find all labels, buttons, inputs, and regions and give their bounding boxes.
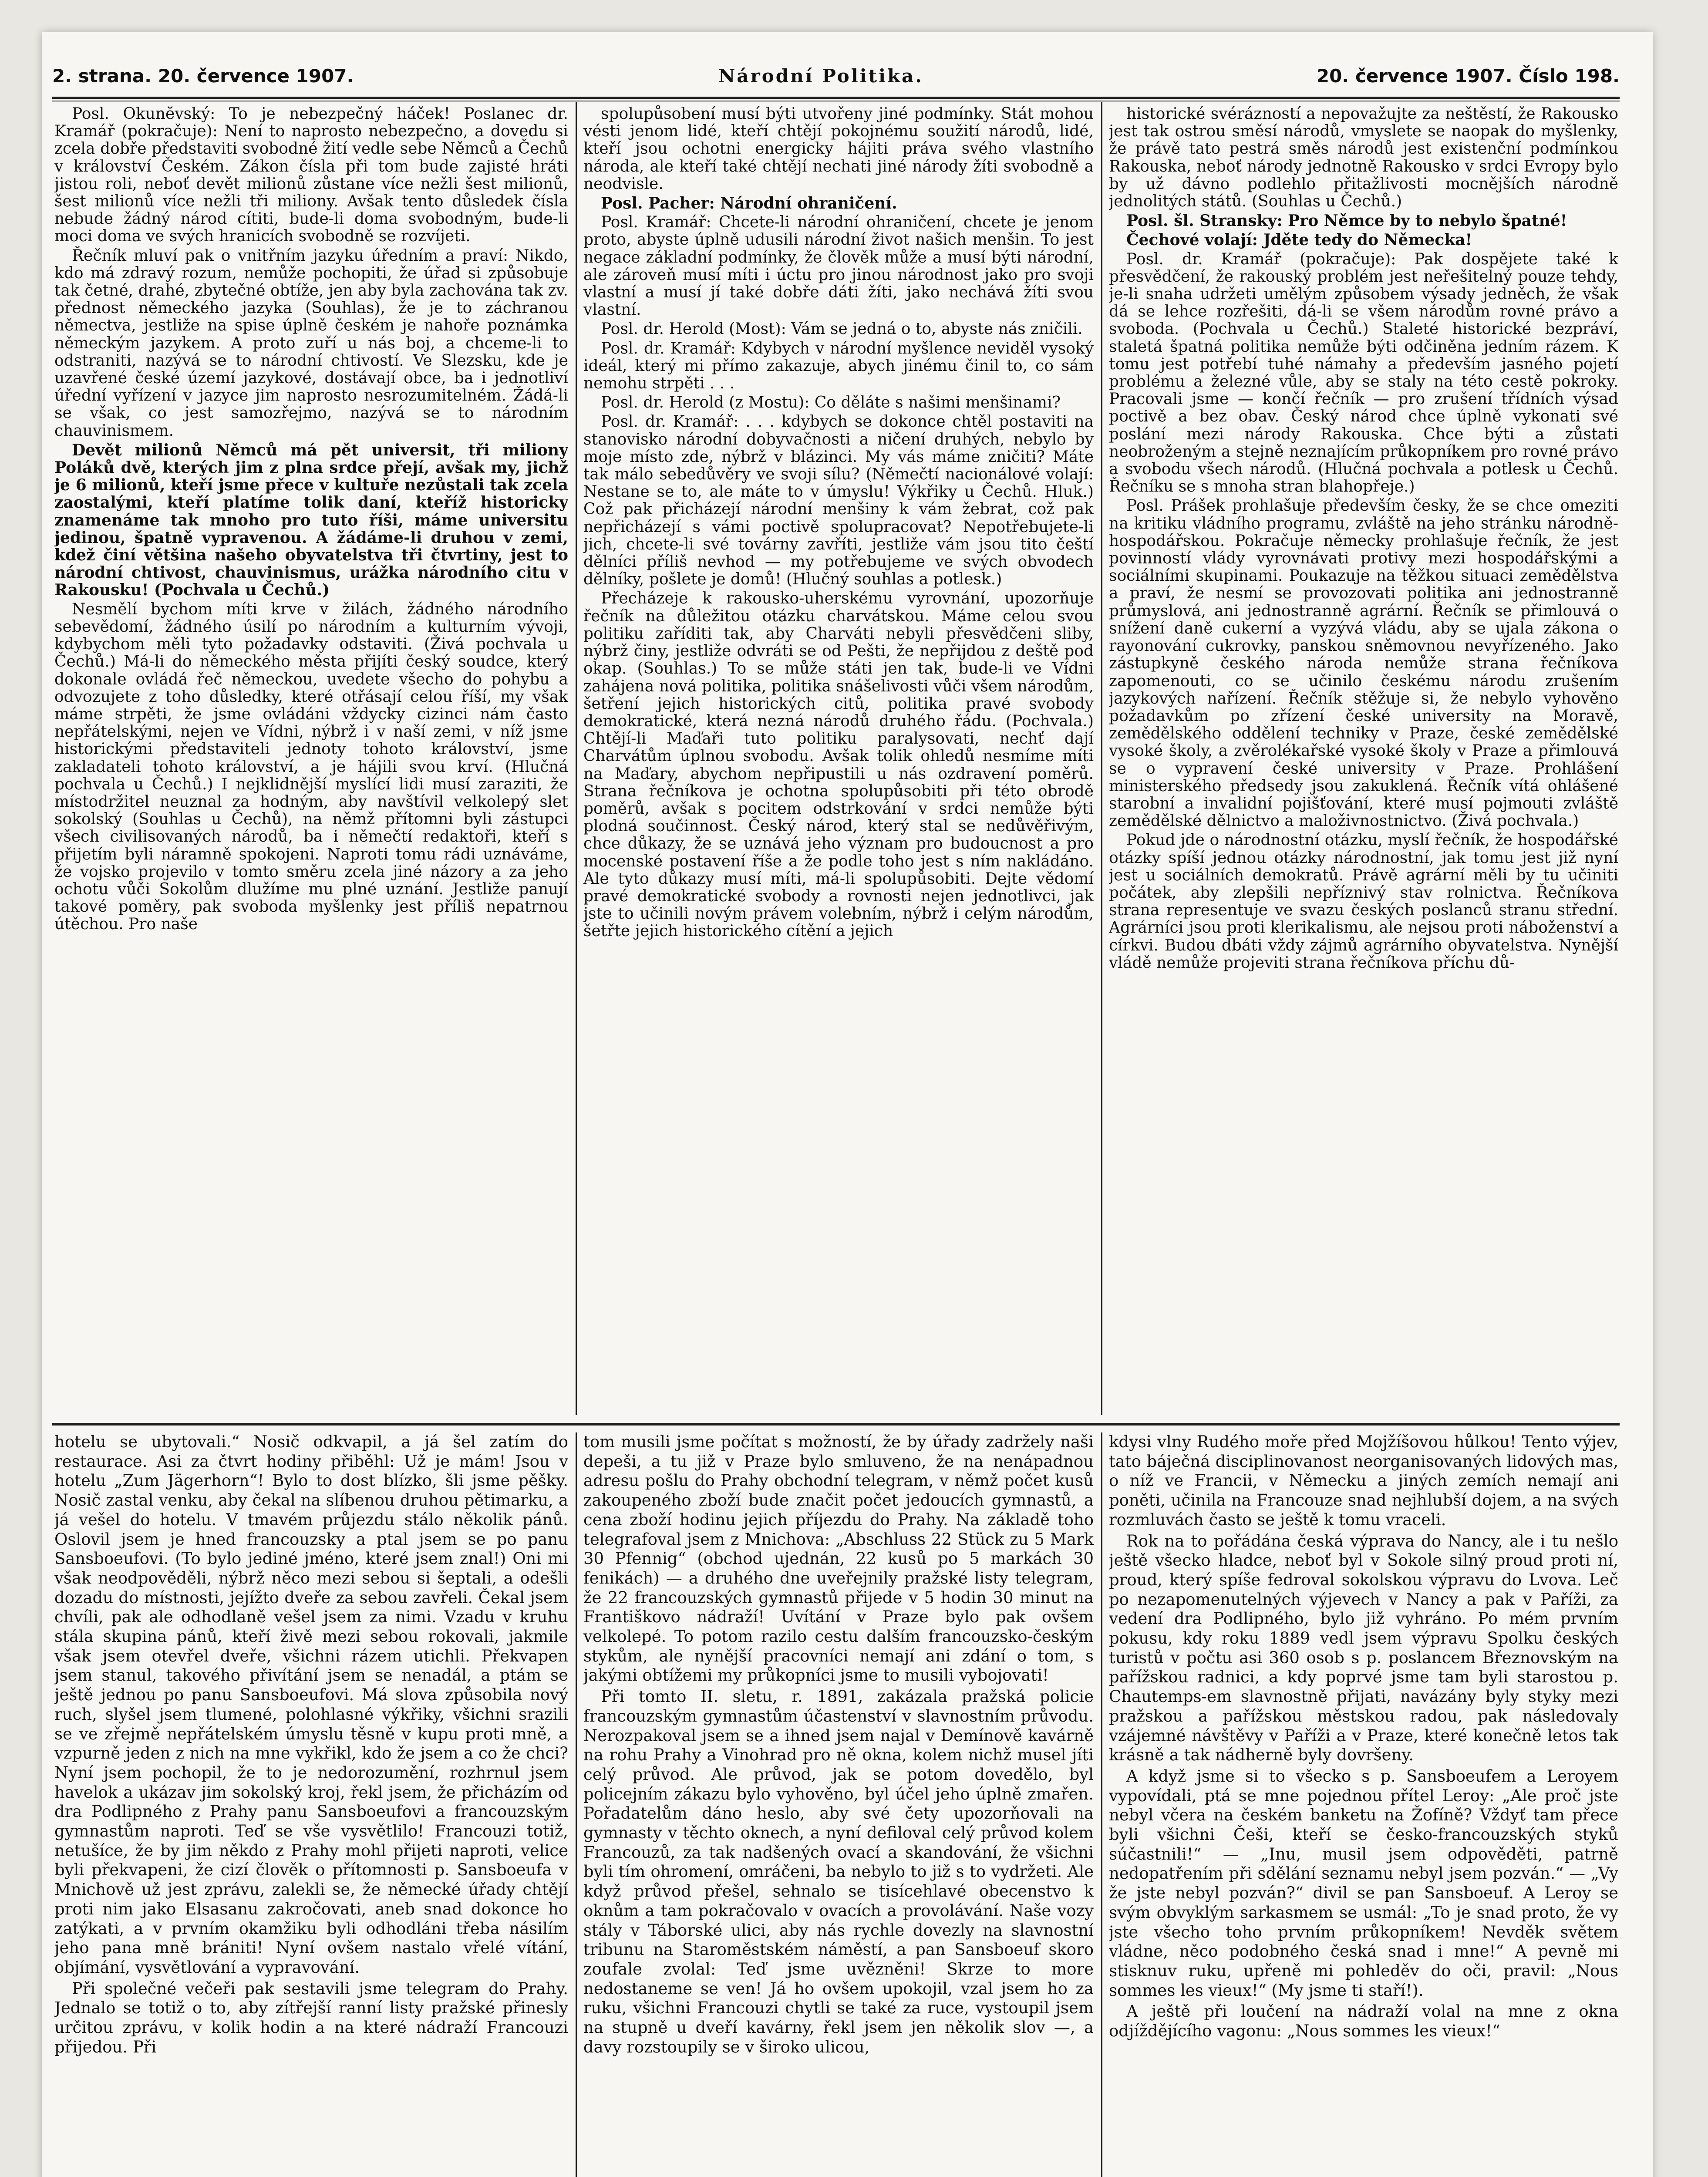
- feuilleton-paragraph: Při společné večeři pak sestavili jsme telegram do Prahy. Jednalo se totiž o to, aby zítřejší ranní listy pražské přinesly určitou zprávu, v kolik hodin a na které nádraží Francouzi přijedou. Při: [54, 1979, 568, 2056]
- article-paragraph: Posl. dr. Herold (Most): Vám se jedná o to, abyste nás zničili.: [601, 320, 1083, 338]
- header-rule: [52, 97, 1620, 99]
- article-paragraph: Řečník mluví pak o vnitřním jazyku úředním a praví: Nikdo, kdo má zdravý rozum, nemůže pochopiti, že úřad si způsobuje tak četné, drahé, zbytečné obtíže, jen aby byla zachována tak zv. přednost německého jazyka (Souhlas), že je to záchranou němectva, jestliže na spise úplně českém je nahoře poznámka německým jazykem. A proto zuří u nás boj, a chceme-li to odstraniti, nazývá se to národní chtivostí. Ve Slezsku, kde je uzavřené české území jazykové, dostávají obce, ba i jednotliví úřední vyřízení v jazyce jim naprosto nesrozumitelném. Žádá-li se však, co jest samozřejmo, nazývá se to národním chauvinismem.: [54, 246, 568, 440]
- article-paragraph: Posl. Kramář: Chcete-li národní ohraničení, chcete je jenom proto, abyste úplně udusili národní život našich menšin. To jest negace základní podmínky, že člověk může a musí býti národní, ale zároveň musí míti i úctu pro jinou národnost jako pro svoji vlastní a musí jí také dobře dáti žíti, jako nechává žíti svou vlastní.: [583, 213, 1094, 319]
- article-paragraph: Posl. Prášek prohlašuje především česky, že se chce omeziti na kritiku vládního programu, zvláště na jeho stránku národně-hospodářskou. Pokračuje německy prohlašuje řečník, že jest povinností vlády vyrovnávati protivy mezi hospodářskými a sociálními skupinami. Poukazuje na těžkou situaci zemědělstva a praví, že nesmí se provozovati politika ani jednostranně průmyslová, ani jednostranně agrární. Řečník se přimlouvá o snížení daně cukerní a vyzývá vládu, aby se ujala zákona o rayonování cukrovky, panskou sněmovnou nevyřízeného. Jako zástupkyně českého národa nemůže strana řečníkova zapomenouti, co se učinilo českému národu zrušením jazykových nařízení. Řečník stěžuje si, že nebylo vyhověno požadavkům po zřízení české university na Moravě, zemědělského oddělení techniky v Praze, české zemědělské vysoké školy, a zvěrolékařské vysoké školy v Praze a přimlouvá se o vypravení české university v Praze. Prohlášení ministerského předsedy jsou zakuklená. Řečník vítá ohlášené starobní a invalidní pojišťování, které musí pojmouti zvláště zemědělské dělnictvo a maloživnostnictvo. (Živá pochvala.): [1109, 497, 1618, 830]
- feuilleton-column-1: [54, 1432, 568, 2177]
- article-paragraph: Posl. dr. Kramář: Kdybych v národní myšlence neviděl vysoký ideál, který mi přímo zakazuje, abych jinému činil to, co sám nemohu strpěti . . .: [583, 339, 1094, 393]
- feuilleton-paragraph: Rok na to pořádána česká výprava do Nancy, ale i tu nešlo ještě všecko hladce, neboť byl v Sokole silný proud proti ní, proud, který spíše fedroval sokolskou výpravu do Lvova. Leč po nezapomenutelných výjevech v Nancy a pak v Paříži, za vedení dra Podlipného, bylo již vyhráno. Po mém prvním pokusu, kdy roku 1889 vedl jsem výpravu Spolku českých turistů v počtu asi 360 osob s p. poslancem Březnovským na pařížskou radnici, a kdy poprvé jsme tam byli starostou p. Chautemps-em slavnostně přijati, navázány byly styky mezi pražskou a pařížskou městskou radou, pak následovaly vzájemné návštěvy v Paříži a v Praze, které konečně letos tak krásně a tak nádherně byly dovršeny.: [1109, 1531, 1618, 1765]
- newspaper-title: Národní Politika.: [718, 65, 923, 87]
- article-paragraph: Posl. dr. Kramář (pokračuje): Pak dospějete také k přesvědčení, že rakouský problém jest neřešitelný pouze tehdy, je-li snaha udržeti umělým způsobem výsady jedněch, že však dá se lehce rozřešiti, dá-li se všem národům rovné právo a svoboda. (Pochvala u Čechů.) Staleté historické bezpráví, staletá špatná politika nemůže býti odčiněna jedním rázem. K tomu jest potřebí tuhé námahy a především jasného pojetí problému a železné vůle, aby se staly na této cestě pokroky. Pracovali jsme — končí řečník — pro zrušení třídních výsad poctivě a bez obav. Český národ chce úplně vykonati své poslání mezi národy Rakouska. Chce býti a zůstati neobroženým a stejně neznajícím průkopníkem pro rovné právo a svobodu všech národů. (Hlučná pochvala a potlesk u Čechů. Řečníku se s mnoha stran blahopřeje.): [1109, 250, 1618, 496]
- page-number-date: 2. strana. 20. července 1907.: [52, 65, 354, 87]
- feuilleton-column-2: [583, 1432, 1094, 2177]
- article-paragraph: Pokud jde o národnostní otázku, myslí řečník, že hospodářské otázky spíší jednou otázky národnostní, jak tomu jest již nyní jest u sociálních demokratů. Právě agrární měli by tu učiniti počátek, aby zlepšili nepříznivý stav rolnictva. Řečníkova strana representuje ve svazu českých poslanců stranu střední. Agrárníci jsou proti klerikalismu, ale nejsou proti náboženství a církvi. Budou dbáti vždy zájmů agrárního obyvatelstva. Nynější vládě nemůže projeviti strana řečníkova příchu dů-: [1109, 831, 1618, 972]
- article-paragraph: Nesmělí bychom míti krve v žilách, žádného národního sebevědomí, žádného úsilí po národním a kulturním vývoji, kdybychom měli tyto požadavky odstaviti. (Živá pochvala u Čechů.) Má-li do německého města přijíti český soudce, který dokonale ovládá řeč německou, uvedete všecho do pohybu a odvozujete z toho důsledky, které otřásají celou říší, my však máme strpěti, že jsme ovládáni vždycky cizinci nám často nepřátelskými, nejen ve Vídni, nýbrž i v naší zemi, v níž jsme historickými představiteli jednoty tohoto království, jsme zakladateli tohoto království, a je hájili svou krví. (Hlučná pochvala u Čechů.) I nejklidnější myslící lidi musí zaraziti, že místodržitel neuznal za hodným, aby navštívil velkolepý slet sokolský (Souhlas u Čechů), na němž přítomni byli zástupci všech civilisovaných národů, ba i němečtí redaktoři, kteří s přijetím byli náramně spokojeni. Naproti tomu rádi uznáváme, že vojsko projevilo v tomto směru zcela jiné názory a za jeho ochotu vůči Sokolům dlužíme mu plné uznání. Jestliže panují takové poměry, pak svoboda myšlenky jest příliš nepatrnou útěchou. Pro naše: [54, 600, 568, 933]
- article-column-2: [583, 105, 1094, 1420]
- article-column-3: [1109, 105, 1618, 1420]
- article-paragraph: spolupůsobení musí býti utvořeny jiné podmínky. Stát mohou vésti jenom lidé, kteří chtějí pokojnému soužití národů, lidé, kteří jsou ochotni energicky hájiti práva svého vlastního národa, ale kteří také chtějí nechati jiné národy žíti svobodně a neodvisle.: [583, 105, 1094, 193]
- article-paragraph: Posl. dr. Kramář: . . . kdybych se dokonce chtěl postaviti na stanovisko národní dobyvačnosti a ničení druhých, nebylo by moje místo zde, nýbrž v blázinci. My vás máme zničiti? Máte tak málo sebedůvěry ve svoji sílu? (Němečtí nacionálové volají: Nestane se to, ale máte to v úmyslu! Výkřiky u Čechů. Hluk.) Což pak přicházejí národní menšiny k vám žebrat, což pak nepřicházejí s vámi poctivě spolupracovat? Nepotřebujete-li jich, chcete-li své továrny zavříti, jestliže vám jsou tito čeští dělníci příliš nevhod — my potřebujeme ve svých obvodech dělníky, pošlete je domů! (Hlučný souhlas a potlesk.): [583, 413, 1094, 589]
- article-paragraph: Přecházeje k rakousko-uherskému vyrovnání, upozorňuje řečník na důležitou otázku charvátskou. Máme celou svou politiku zaříditi tak, aby Charváti nebyli přesvědčeni sliby, nýbrž činy, jestliže odvráti se od Pešti, že nepřijdou z deště pod okap. (Souhlas.) To se může státi jen tak, bude-li ve Vídni zahájena nová politika, politika snášelivosti vůči všem národům, šetření jejich historických citů, politika pravé svobody demokratické, která nezná národů druhého řádu. (Pochvala.) Chtějí-li Maďaři tuto politiku paralysovati, nechť dají Charvátům úplnou svobodu. Avšak tolik ohledů nesmíme míti na Maďary, abychom nepřipustili u nás ozdravení poměrů. Strana řečníkova je ochotna spolupůsobiti při této obrodě poměrů, avšak s pocitem odstrkování v srdci nemůže býti plodná součinnost. Český národ, který stal se nedůvěřivým, chce důkazy, že se uznává jeho význam pro budoucnost a pro mocenské postavení říše a že podle toho jest s ním nakládáno. Ale tyto důkazy musí míti, má-li spolupůsobiti. Dejte vědomí pravé demokratické svobody a rovnosti nejen jednotlivci, jak jste to učinili novým právem volebním, nýbrž i celým národům, šetřte jejich historického cítění a jejich: [583, 590, 1094, 940]
- feuilleton-paragraph: tom musili jsme počítat s možností, že by úřady zadržely naši depeši, a tu již v Praze bylo smluveno, že na nenápadnou adresu pošlu do Prahy obchodní telegram, v němž počet kusů zakoupeného zboží bude značit počet jedoucích gymnastů, a cena zboží hodinu jejich příjezdu do Prahy. Na základě toho telegrafoval jsem z Mnichova: „Abschluss 22 Stück zu 5 Mark 30 Pfennig“ (obchod ujednán, 22 kusů po 5 markách 30 fenikách) — a druhého dne uveřejnily pražské listy telegram, že 22 francouzských gymnastů přijede v 5 hodin 30 minut na Františkovo nádraží! Uvítání v Praze bylo pak ovšem velkolepé. To potom razilo cestu dalším francouzsko-českým stykům, ale nynější pracovníci nemají ani zdání o tom, s jakými obtížemi my průkopníci jsme to musili vybojovati!: [583, 1432, 1094, 1685]
- article-paragraph: Čechové volají: Jděte tedy do Německa!: [1126, 231, 1472, 249]
- column-divider: [1101, 1432, 1102, 2177]
- feuilleton-paragraph: kdysi vlny Rudého moře před Mojžíšovou hůlkou! Tento výjev, tato báječná disciplinovanost neorganisovaných lidových mas, o níž ve Francii, v Německu a jiných zemích nemají ani poněti, učinila na Francouze snad nejhlubší dojem, a na svých rozmluvách často se ještě k tomu vraceli.: [1109, 1432, 1618, 1529]
- article-column-1: [54, 105, 568, 1420]
- article-paragraph: Posl. Pacher: Národní ohraničení.: [601, 194, 897, 213]
- feuilleton-column-3: [1109, 1432, 1618, 2177]
- page-header: [52, 65, 1620, 91]
- column-divider: [576, 102, 577, 1415]
- feuilleton-paragraph: A když jsme si to všecko s p. Sansboeufem a Leroyem vypovídali, ptá se mne pojednou přítel Leroy: „Ale proč jste nebyl včera na českém banketu na Žofíně? Vždyť tam přece byli všichni Češi, kteří se česko-francouzských styků súčastnili!“ — „Inu, musil jsem odpověděti, patrně nedopatřením při sdělání seznamu nebyl jsem pozván.“ — „Vy že jste nebyl pozván?“ divil se pan Sansboeuf. A Leroy se svým obvyklým sarkasmem se usmál: „To je snad proto, že vy jste všecho toho prvním průkopníkem! Nevděk světem vládne, něco podobného česká snad i mne!“ A pevně mi stisknuv ruku, upřeně mi pohleděv do oči, pravil: „Nous sommes les vieux!“ (My jsme ti staří!).: [1109, 1766, 1618, 2000]
- feuilleton-paragraph: Při tomto II. sletu, r. 1891, zakázala pražská policie francouzským gymnastům účastenství v slavnostním průvodu. Nerozpakoval jsem se a ihned jsem najal v Demínově kavárně na rohu Prahy a Vinohrad pro ně okna, kolem nichž musel jíti celý průvod. Ale průvod, jak se potom dovedělo, byl policejním zákazu bylo vyhověno, byl účel jeho úplně zmařen. Pořadatelům dáno heslo, aby své čety upozorňovali na gymnasty v těchto oknech, a nyní defiloval celý průvod kolem Francouzů, za tak nadšených ovací a skandování, že všichni byli tím ohromení, omráčeni, ba nebylo to již s to vydržeti. Ale když průvod přešel, sehnalo se tisícehlavé obecenstvo k oknům a tam pokračovalo v ovacích a provolávání. Naše vozy stály v Táborské ulici, aby nás rychle dovezly na slavnostní tribunu na Staroměstském náměstí, a pan Sansboeuf skoro zoufale zvolal: Teď jsme uvězněni! Skrze to more nedostaneme se ven! Já ho ovšem upokojil, vzal jsem ho za ruku, všichni Francouzi chytli se také za ruce, vystoupil jsem na stupně u dveří kavárny, řekl jsem jen několik slov —, a davy rozstoupily se v široko ulicou,: [583, 1687, 1094, 2056]
- column-divider: [1101, 102, 1102, 1415]
- feuilleton-paragraph: A ještě při loučení na nádraží volal na mne z okna odjíždějícího vagonu: „Nous sommes les vieux!“: [1109, 2002, 1618, 2041]
- article-paragraph: Posl. Okunĕvský: To je nebezpečný háček! Poslanec dr. Kramář (pokračuje): Není to naprosto nebezpečno, a dovedu si zcela dobře představiti svobodné žití vedle sebe Němců a Čechů v království Českém. Zákon čísla při tom bude zajisté hráti jistou roli, neboť devět milionů zůstane více nežli šest milionů, šest milionů více nežli tři miliony. Avšak tento důsledek čísla nebude žádný národ cítiti, bude-li doma svobodným, bude-li moci doma ve svých hranicích svobodně se rozvíjeti.: [54, 105, 568, 246]
- column-divider: [576, 1432, 577, 2177]
- article-paragraph: Posl. šl. Stransky: Pro Němce by to nebylo špatné!: [1126, 212, 1567, 230]
- issue-date-number: 20. července 1907. Číslo 198.: [1316, 65, 1620, 87]
- article-paragraph: historické svérázností a nepovažujte za neštěstí, že Rakousko jest tak ostrou směsí národů, vmyslete se naopak do myšlenky, že právě tato pestrá směs národů jest existenční podmínkou Rakouska, neboť národy jednotně Rakousko v srdci Evropy bylo by už dávno podlehlo přitažlivosti mocnějších národně jednolitých států. (Souhlas u Čechů.): [1109, 105, 1618, 211]
- feuilleton-paragraph: hotelu se ubytovali.“ Nosič odkvapil, a já šel zatím do restaurace. Asi za čtvrt hodiny přiběhl: Už je mám! Jsou v hotelu „Zum Jägerhorn“! Bylo to dost blízko, šli jsme pěšky. Nosič zastal venku, aby čekal na slíbenou druhou pětimarku, a já vešel do hotelu. V tmavém průjezdu stálo několik pánů. Oslovil jsem je hned francouzsky a ptal jsem se po panu Sansboeufovi. (To bylo jediné jméno, které jsem znal!) Oni mi však neodpověděli, nýbrž něco mezi sebou si šeptali, a odešli dozadu do místnosti, jejížto dveře za sebou zavřeli. Čekal jsem chvíli, pak ale odhodlaně vešel jsem za nimi. Vzadu v kruhu stála skupina pánů, kteří živě mezi sebou rokovali, jakmile však jsem otevřel dveře, všichni rázem utichli. Překvapen jsem stanul, takového přivítání jsem se nenadál, a ptám se ještě jednou po panu Sansboeufovi. Má slova způsobila nový ruch, slyšel jsem tlumené, polohlasné výkřiky, všichni srazili se ve zřejmě nepřátelském úmyslu těsně v kupu proti mně, a vzpurně jeden z nich na mne vykřikl, kdo že jsem a co že chci? Nyní jsem pochopil, že to je nedorozumění, rozhrnul jsem havelok a ukázav jim sokolský kroj, řekl jsem, že přicházím od dra Podlipného z Prahy panu Sansboeufovi a francouzským gymnastům naproti. Teď se vše vysvětlilo! Francouzi totiž, netušíce, že by jim někdo z Prahy mohl přijeti naproti, velice byli překvapeni, že cizí člověk o přítomnosti p. Sansboeufa v Mnichově už jest zprávu, zalekli se, že německé úřady chtějí proti nim jako Elsasanu zakročovati, aneb snad dokonce ho zatýkati, a v prvním okamžiku byli odhodláni třeba násilím jeho pana mně brániti! Nyní ovšem nastalo vřelé vítání, objímání, vysvětlování a vypravování.: [54, 1432, 568, 1977]
- feuilleton-rule: [52, 1423, 1620, 1425]
- article-paragraph: Devět milionů Němců má pět universit, tři miliony Poláků dvě, kterých jim z plna srdce přejí, avšak my, jichž je 6 milionů, kteří jsme přece v kultuře nezůstali tak zcela zaostalými, kteří platíme tolik daní, kteříž historicky znamenáme tak mnoho pro tuto říši, máme universitu jedinou, špatně vypravenou. A žádáme-li druhou v zemi, kdež činí většina našeho obyvatelstva tři čtvrtiny, jest to národní chtivost, chauvinismus, urážka národního citu v Rakousku! (Pochvala u Čechů.): [54, 441, 568, 600]
- article-paragraph: Posl. dr. Herold (z Mostu): Co děláte s našimi menšinami?: [601, 394, 1061, 412]
